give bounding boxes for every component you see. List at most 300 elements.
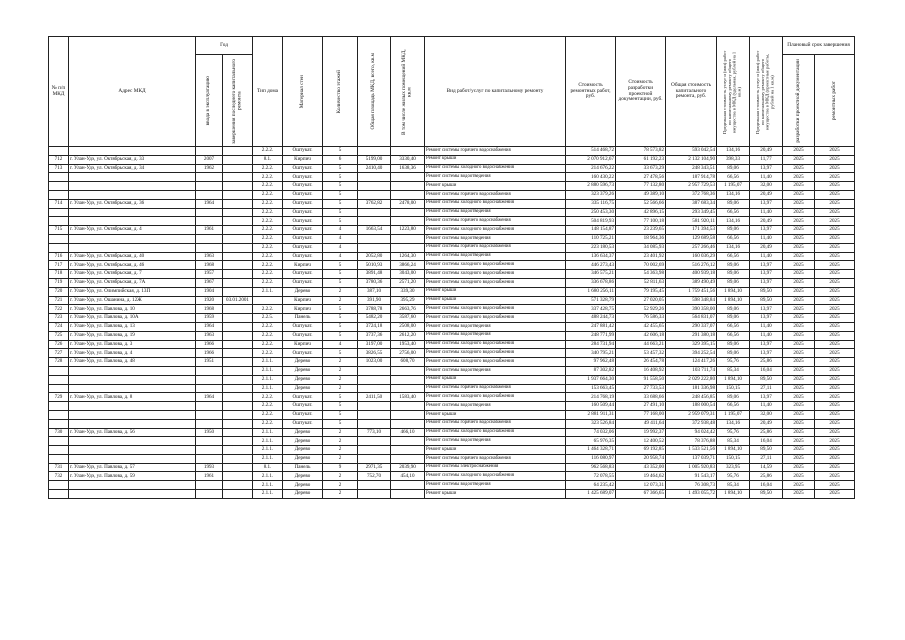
cell-premises-area: 3866,24	[391, 261, 425, 270]
cell-total-area: 2411,50	[358, 393, 391, 402]
cell-year-commission	[196, 147, 223, 156]
cell-year-commission: 1967	[196, 278, 223, 287]
cell-total-area: 3197,00	[358, 340, 391, 349]
cell-unit-cost: 134,16	[717, 217, 750, 226]
cell-design-cost: 23 401,92	[616, 252, 666, 261]
table-row	[49, 375, 855, 384]
cell-unit-cost: 66,56	[717, 322, 750, 331]
cell-floors: 4	[323, 340, 358, 349]
table-row	[49, 226, 855, 235]
cell-year-reconstruction	[223, 217, 253, 226]
table-row	[49, 419, 855, 428]
cell-num	[49, 182, 69, 191]
cell-address: г. Улан-Удэ, ул. Октябрьская, д. 34	[69, 164, 196, 173]
cell-deadline-design: 2025	[783, 173, 815, 182]
cell-year-reconstruction	[223, 393, 253, 402]
cell-wall-material: Дерево	[283, 287, 323, 296]
cell-house-type: 2.1.1.	[253, 384, 283, 393]
table-row	[49, 164, 855, 173]
cell-work-type: Ремонт системы холодного водоснабжения	[425, 199, 566, 208]
cell-deadline-design: 2025	[783, 208, 815, 217]
cell-num: 713	[49, 164, 69, 173]
cell-unit-cost: 89,06	[717, 349, 750, 358]
cell-wall-material: Оштукат.	[283, 402, 323, 411]
header-year-commission: ввода в эксплуатацию	[196, 55, 223, 147]
cell-deadline-design: 2025	[783, 437, 815, 446]
cell-house-type: 2.1.1.	[253, 472, 283, 481]
cell-house-type: 2.1.1.	[253, 481, 283, 490]
cell-design-cost: 67 366,65	[616, 490, 666, 499]
cell-floors: 2	[323, 490, 358, 499]
cell-deadline-design: 2025	[783, 226, 815, 235]
cell-repair-cost: 2 881 911,31	[566, 410, 616, 419]
header-floors: Количество этажей	[323, 37, 358, 147]
cell-floors: 5	[323, 331, 358, 340]
cell-address	[69, 402, 196, 411]
cell-total-cost: 137 039,71	[666, 454, 717, 463]
cell-work-type: Ремонт системы водоотведения	[425, 331, 566, 340]
cell-num	[49, 454, 69, 463]
cell-house-type: 2.2.2.	[253, 419, 283, 428]
cell-repair-cost: 1 425 689,07	[566, 490, 616, 499]
cell-limit-cost: 11,77	[750, 155, 783, 164]
cell-deadline-works: 2025	[815, 182, 855, 191]
cell-year-reconstruction	[223, 490, 253, 499]
cell-wall-material: Дерево	[283, 375, 323, 384]
cell-premises-area	[391, 234, 425, 243]
cell-house-type: 2.2.2.	[253, 199, 283, 208]
cell-deadline-design: 2025	[783, 410, 815, 419]
cell-num	[49, 446, 69, 455]
cell-work-type: Ремонт системы водоотведения	[425, 234, 566, 243]
cell-floors: 2	[323, 481, 358, 490]
cell-total-area: 3826,55	[358, 349, 391, 358]
cell-limit-cost: 11,40	[750, 252, 783, 261]
cell-deadline-design: 2025	[783, 305, 815, 314]
cell-total-cost: 248 456,85	[666, 393, 717, 402]
cell-house-type: 2.1.1.	[253, 375, 283, 384]
cell-year-reconstruction	[223, 322, 253, 331]
cell-wall-material: Панель	[283, 314, 323, 323]
cell-house-type: 2.2.2.	[253, 252, 283, 261]
cell-deadline-design: 2025	[783, 340, 815, 349]
cell-total-area: 3788,78	[358, 305, 391, 314]
cell-limit-cost: 13,97	[750, 164, 783, 173]
cell-deadline-works: 2025	[815, 190, 855, 199]
cell-work-type: Ремонт системы холодного водоснабжения	[425, 278, 566, 287]
cell-limit-cost: 13,97	[750, 393, 783, 402]
cell-total-cost: 2 029 222,80	[666, 375, 717, 384]
cell-total-area: 773,10	[358, 428, 391, 437]
cell-unit-cost: 89,06	[717, 226, 750, 235]
cell-total-area: 387,10	[358, 287, 391, 296]
table-row	[49, 243, 855, 252]
cell-wall-material: Оштукат.	[283, 322, 323, 331]
cell-unit-cost: 150,15	[717, 454, 750, 463]
cell-deadline-works: 2025	[815, 481, 855, 490]
cell-year-commission	[196, 454, 223, 463]
cell-work-type: Ремонт системы холодного водоснабжения	[425, 305, 566, 314]
cell-year-reconstruction	[223, 375, 253, 384]
cell-wall-material: Оштукат.	[283, 173, 323, 182]
cell-year-commission: 1964	[196, 393, 223, 402]
cell-total-cost: 78 376,88	[666, 437, 717, 446]
cell-num	[49, 490, 69, 499]
cell-year-commission: 1993	[196, 463, 223, 472]
cell-repair-cost: 116 080,97	[566, 454, 616, 463]
cell-repair-cost: 97 962,48	[566, 358, 616, 367]
cell-wall-material: Оштукат.	[283, 199, 323, 208]
cell-total-area: 2052,80	[358, 252, 391, 261]
cell-house-type: 2.2.2.	[253, 322, 283, 331]
cell-wall-material: Оштукат.	[283, 164, 323, 173]
cell-limit-cost: 11,40	[750, 173, 783, 182]
cell-year-commission	[196, 190, 223, 199]
cell-repair-cost: 488 244,73	[566, 314, 616, 323]
cell-repair-cost: 2 880 596,73	[566, 182, 616, 191]
cell-num	[49, 208, 69, 217]
cell-year-commission	[196, 375, 223, 384]
header-address: Адрес МКД	[69, 37, 196, 147]
cell-deadline-design: 2025	[783, 375, 815, 384]
cell-work-type: Ремонт системы холодного водоснабжения	[425, 428, 566, 437]
table-row	[49, 287, 855, 296]
cell-repair-cost: 223 180,53	[566, 243, 616, 252]
table-row	[49, 270, 855, 279]
cell-year-reconstruction: 03.01.2001	[223, 296, 253, 305]
cell-deadline-design: 2025	[783, 472, 815, 481]
cell-house-type: 2.1.1.	[253, 287, 283, 296]
cell-design-cost: 20 958,74	[616, 454, 666, 463]
cell-repair-cost: 340 795,21	[566, 349, 616, 358]
cell-design-cost: 52 566,66	[616, 199, 666, 208]
cell-repair-cost: 72 078,55	[566, 472, 616, 481]
cell-year-commission: 1966	[196, 340, 223, 349]
cell-work-type: Ремонт системы холодного водоснабжения	[425, 472, 566, 481]
table-row	[49, 208, 855, 217]
cell-premises-area: 2508,00	[391, 322, 425, 331]
cell-limit-cost: 20,49	[750, 190, 783, 199]
cell-year-reconstruction	[223, 234, 253, 243]
cell-floors: 4	[323, 252, 358, 261]
cell-house-type: 2.2.2.	[253, 261, 283, 270]
cell-address: г. Улан-Удэ, ул. Павлова, д. 4	[69, 349, 196, 358]
cell-limit-cost: 13,97	[750, 349, 783, 358]
cell-work-type: Ремонт системы холодного водоснабжения	[425, 314, 566, 323]
cell-floors: 5	[323, 208, 358, 217]
cell-work-type: Ремонт системы холодного водоснабжения	[425, 358, 566, 367]
cell-design-cost: 77 132,80	[616, 182, 666, 191]
cell-year-commission: 1961	[196, 226, 223, 235]
table-row	[49, 331, 855, 340]
cell-total-cost: 2 132 104,90	[666, 155, 717, 164]
cell-wall-material: Оштукат.	[283, 217, 323, 226]
cell-total-cost: 291 380,18	[666, 331, 717, 340]
cell-unit-cost: 66,56	[717, 402, 750, 411]
cell-design-cost: 27 733,53	[616, 384, 666, 393]
cell-total-cost: 188 000,54	[666, 402, 717, 411]
cell-premises-area	[391, 384, 425, 393]
repair-program-sheet	[48, 36, 854, 499]
cell-deadline-works: 2025	[815, 261, 855, 270]
cell-wall-material: Дерево	[283, 481, 323, 490]
cell-year-commission: 1964	[196, 199, 223, 208]
cell-num	[49, 402, 69, 411]
table-row	[49, 173, 855, 182]
cell-floors: 4	[323, 226, 358, 235]
cell-floors: 5	[323, 164, 358, 173]
cell-total-cost: 103 711,74	[666, 366, 717, 375]
cell-repair-cost: 336 678,86	[566, 278, 616, 287]
cell-total-area	[358, 217, 391, 226]
cell-total-area	[358, 147, 391, 156]
cell-deadline-design: 2025	[783, 314, 815, 323]
cell-total-area: 1663,54	[358, 226, 391, 235]
cell-unit-cost: 66,56	[717, 173, 750, 182]
cell-total-cost: 598 348,84	[666, 296, 717, 305]
cell-floors: 2	[323, 454, 358, 463]
cell-total-cost: 516 276,12	[666, 261, 717, 270]
cell-wall-material: Дерево	[283, 490, 323, 499]
cell-repair-cost: 153 663,45	[566, 384, 616, 393]
cell-deadline-works: 2025	[815, 314, 855, 323]
cell-total-area	[358, 446, 391, 455]
cell-year-reconstruction	[223, 305, 253, 314]
cell-deadline-design: 2025	[783, 199, 815, 208]
cell-house-type: 2.1.1.	[253, 428, 283, 437]
cell-num	[49, 481, 69, 490]
table-row	[49, 402, 855, 411]
cell-total-area	[358, 384, 391, 393]
header-unit-cost: Предельная стоимость услуг и (или) работ по капитальному ремонту общего имущества в МКД (удельная, рублей на 1 кв.м)	[717, 37, 750, 147]
cell-design-cost: 61 192,23	[616, 155, 666, 164]
cell-num: 730	[49, 428, 69, 437]
cell-work-type: Ремонт системы холодного водоснабжения	[425, 393, 566, 402]
cell-unit-cost: 89,06	[717, 199, 750, 208]
cell-unit-cost: 95,76	[717, 428, 750, 437]
cell-year-commission	[196, 234, 223, 243]
cell-repair-cost: 160 430,22	[566, 173, 616, 182]
cell-floors: 2	[323, 384, 358, 393]
cell-total-area	[358, 190, 391, 199]
cell-deadline-design: 2025	[783, 463, 815, 472]
cell-total-cost: 91 543,17	[666, 472, 717, 481]
cell-num: 717	[49, 261, 69, 270]
cell-wall-material: Оштукат.	[283, 226, 323, 235]
cell-house-type: 2.2.2.	[253, 349, 283, 358]
cell-total-cost: 160 036,29	[666, 252, 717, 261]
cell-total-area	[358, 410, 391, 419]
cell-design-cost: 69 192,85	[616, 446, 666, 455]
cell-design-cost: 16 408,92	[616, 366, 666, 375]
cell-address: г. Улан-Удэ, ул. Павлова, д. 3	[69, 340, 196, 349]
cell-floors: 2	[323, 437, 358, 446]
cell-unit-cost: 66,56	[717, 234, 750, 243]
cell-address: г. Улан-Удэ, ул. Павлова, д. 10А	[69, 314, 196, 323]
cell-unit-cost: 85,34	[717, 366, 750, 375]
cell-deadline-works: 2025	[815, 226, 855, 235]
cell-total-cost: 400 939,18	[666, 270, 717, 279]
cell-floors: 5	[323, 402, 358, 411]
cell-total-area: 3737,36	[358, 331, 391, 340]
cell-unit-cost: 1 894,10	[717, 375, 750, 384]
cell-unit-cost: 66,56	[717, 208, 750, 217]
header-total-cost: Общая стоимость капитального ремонта, руб.	[666, 37, 717, 147]
cell-total-cost: 581 920,11	[666, 217, 717, 226]
cell-deadline-works: 2025	[815, 472, 855, 481]
cell-house-type: 2.1.1.	[253, 366, 283, 375]
cell-house-type: 2.1.1.	[253, 490, 283, 499]
cell-premises-area	[391, 481, 425, 490]
cell-num	[49, 243, 69, 252]
cell-year-reconstruction	[223, 410, 253, 419]
cell-year-commission: 1968	[196, 261, 223, 270]
cell-house-type: 8.1.	[253, 155, 283, 164]
cell-deadline-works: 2025	[815, 340, 855, 349]
cell-deadline-design: 2025	[783, 428, 815, 437]
cell-deadline-design: 2025	[783, 287, 815, 296]
cell-deadline-works: 2025	[815, 173, 855, 182]
cell-premises-area	[391, 243, 425, 252]
cell-limit-cost: 16,04	[750, 481, 783, 490]
cell-deadline-works: 2025	[815, 322, 855, 331]
cell-unit-cost: 85,34	[717, 481, 750, 490]
cell-premises-area	[391, 375, 425, 384]
table-row	[49, 322, 855, 331]
cell-work-type: Ремонт системы холодного водоснабжения	[425, 349, 566, 358]
cell-total-area: 5199,00	[358, 155, 391, 164]
cell-limit-cost: 89,50	[750, 446, 783, 455]
cell-repair-cost: 284 731,94	[566, 340, 616, 349]
cell-deadline-design: 2025	[783, 481, 815, 490]
cell-total-cost: 389 490,49	[666, 278, 717, 287]
header-year-reconstruction: завершения последнего капитального ремонта	[223, 55, 253, 147]
cell-limit-cost: 20,49	[750, 217, 783, 226]
cell-wall-material: Оштукат.	[283, 190, 323, 199]
cell-unit-cost: 85,34	[717, 437, 750, 446]
cell-design-cost: 70 002,69	[616, 261, 666, 270]
cell-deadline-works: 2025	[815, 243, 855, 252]
cell-address: г. Улан-Удэ, ул. Павлова, д. 10	[69, 305, 196, 314]
cell-deadline-design: 2025	[783, 349, 815, 358]
cell-design-cost: 53 457,32	[616, 349, 666, 358]
cell-premises-area	[391, 217, 425, 226]
cell-year-reconstruction	[223, 278, 253, 287]
cell-work-type: Ремонт крыши	[425, 490, 566, 499]
table-row	[49, 446, 855, 455]
cell-unit-cost: 95,76	[717, 472, 750, 481]
cell-unit-cost: 89,06	[717, 340, 750, 349]
cell-num	[49, 173, 69, 182]
cell-num: 729	[49, 393, 69, 402]
cell-floors: 2	[323, 296, 358, 305]
cell-total-area	[358, 234, 391, 243]
cell-design-cost: 77 100,18	[616, 217, 666, 226]
cell-floors: 2	[323, 366, 358, 375]
cell-deadline-design: 2025	[783, 243, 815, 252]
cell-premises-area: 608,70	[391, 358, 425, 367]
table-body	[49, 147, 855, 499]
cell-limit-cost: 13,97	[750, 199, 783, 208]
cell-address	[69, 419, 196, 428]
cell-design-cost: 76 586,33	[616, 314, 666, 323]
cell-year-reconstruction	[223, 314, 253, 323]
cell-total-area	[358, 454, 391, 463]
cell-premises-area: 1223,80	[391, 226, 425, 235]
cell-total-area: 5482,20	[358, 314, 391, 323]
cell-work-type: Ремонт системы горячего водоснабжения	[425, 190, 566, 199]
cell-num	[49, 147, 69, 156]
table-row	[49, 384, 855, 393]
cell-year-reconstruction	[223, 287, 253, 296]
cell-year-reconstruction	[223, 190, 253, 199]
cell-year-reconstruction	[223, 155, 253, 164]
table-row	[49, 296, 855, 305]
cell-design-cost: 34 085,93	[616, 243, 666, 252]
header-total-area: Общая площадь МКД, всего, кв.м	[358, 37, 391, 147]
cell-unit-cost: 134,16	[717, 419, 750, 428]
cell-repair-cost: 160 509,44	[566, 402, 616, 411]
cell-floors: 4	[323, 243, 358, 252]
cell-premises-area	[391, 410, 425, 419]
cell-deadline-design: 2025	[783, 366, 815, 375]
cell-wall-material: Дерево	[283, 446, 323, 455]
cell-house-type: 2.2.2.	[253, 402, 283, 411]
table-row	[49, 340, 855, 349]
cell-year-commission: 1959	[196, 314, 223, 323]
cell-work-type: Ремонт крыши	[425, 296, 566, 305]
cell-limit-cost: 27,11	[750, 454, 783, 463]
cell-deadline-design: 2025	[783, 384, 815, 393]
cell-total-cost: 76 308,73	[666, 481, 717, 490]
cell-design-cost: 77 168,00	[616, 410, 666, 419]
cell-deadline-design: 2025	[783, 190, 815, 199]
cell-house-type: 2.2.2.	[253, 243, 283, 252]
table-row	[49, 182, 855, 191]
cell-floors: 2	[323, 428, 358, 437]
cell-floors: 5	[323, 217, 358, 226]
cell-deadline-design: 2025	[783, 278, 815, 287]
cell-address: г. Улан-Удэ, ул. Октябрьская, д. 7А	[69, 278, 196, 287]
cell-deadline-design: 2025	[783, 155, 815, 164]
cell-limit-cost: 13,97	[750, 270, 783, 279]
cell-year-reconstruction	[223, 437, 253, 446]
cell-design-cost: 33 673,29	[616, 164, 666, 173]
cell-num: 720	[49, 287, 69, 296]
cell-num	[49, 190, 69, 199]
cell-address: г. Улан-Удэ, ул. Павлова, д. 56	[69, 428, 196, 437]
cell-floors: 5	[323, 314, 358, 323]
cell-repair-cost: 335 116,75	[566, 199, 616, 208]
cell-total-cost: 293 349,45	[666, 208, 717, 217]
cell-repair-cost: 1 464 328,71	[566, 446, 616, 455]
cell-deadline-works: 2025	[815, 208, 855, 217]
cell-deadline-design: 2025	[783, 261, 815, 270]
cell-repair-cost: 250 453,30	[566, 208, 616, 217]
header-num: № п/п МКД	[49, 37, 69, 147]
cell-total-area: 5010,93	[358, 261, 391, 270]
cell-design-cost: 49 411,64	[616, 419, 666, 428]
table-row	[49, 410, 855, 419]
cell-unit-cost: 134,16	[717, 147, 750, 156]
cell-house-type: 2.2.2.	[253, 190, 283, 199]
cell-wall-material: Дерево	[283, 358, 323, 367]
cell-premises-area: 2756,00	[391, 349, 425, 358]
cell-design-cost: 19 992,37	[616, 428, 666, 437]
cell-total-area: 1023,00	[358, 358, 391, 367]
cell-design-cost: 42 896,15	[616, 208, 666, 217]
cell-design-cost: 23 239,65	[616, 226, 666, 235]
